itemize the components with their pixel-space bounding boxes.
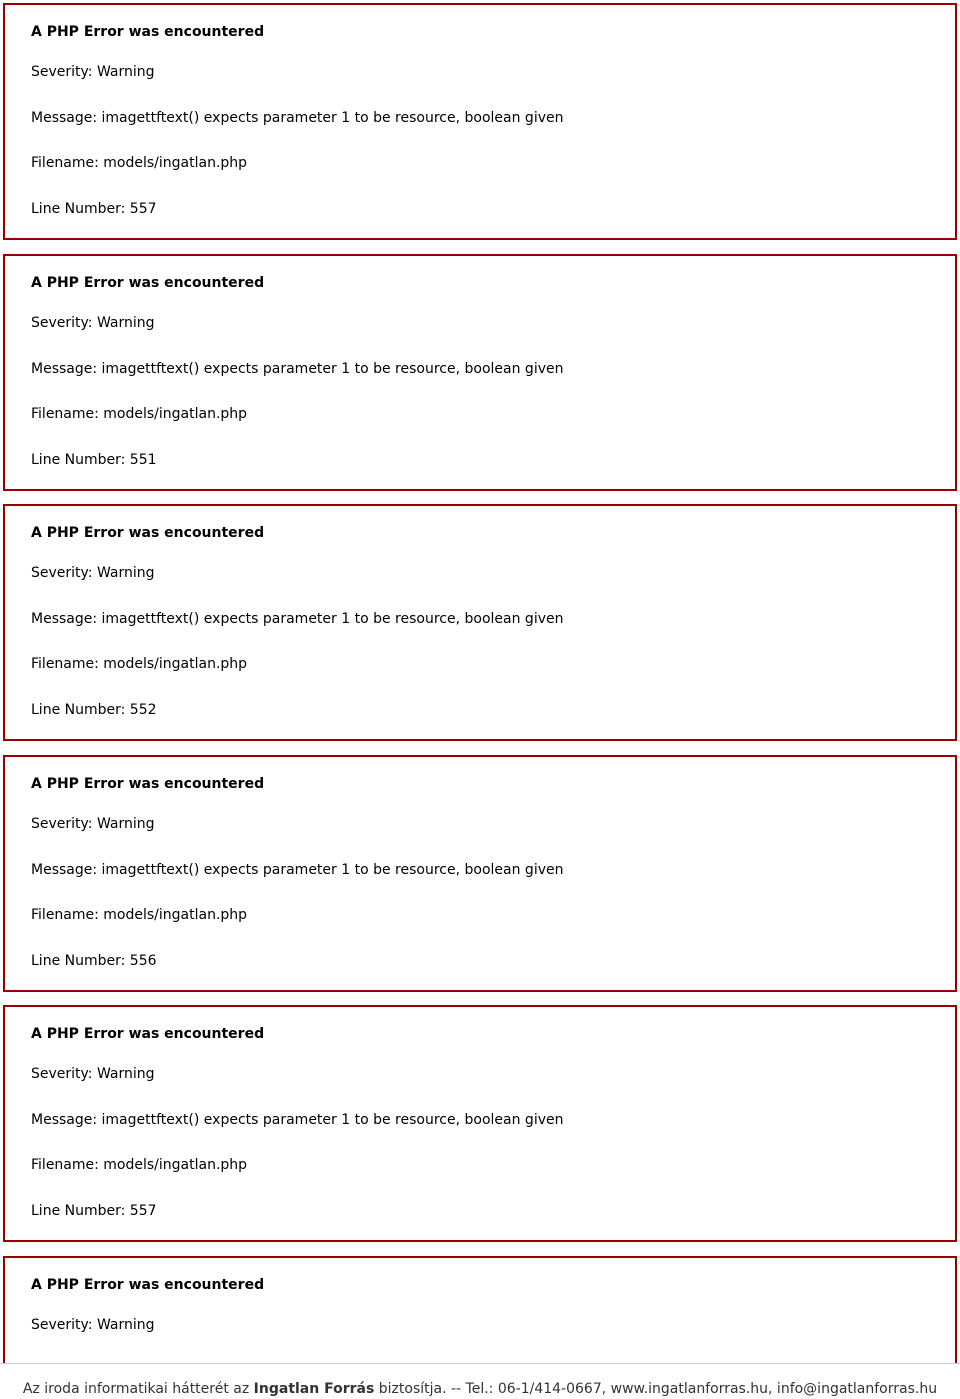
error-line-number: Line Number: 551 xyxy=(31,451,157,468)
php-error-box xyxy=(3,1005,957,1242)
error-message: Message: imagettftext() expects parameter 1 to be resource, boolean given xyxy=(31,611,564,627)
error-message: Message: imagettftext() expects parameter 1 to be resource, boolean given xyxy=(31,360,564,377)
error-line-number: Line Number: 556 xyxy=(31,952,157,969)
error-heading: A PHP Error was encountered xyxy=(31,1276,265,1293)
footer-brand: Ingatlan Forrás xyxy=(253,1381,375,1397)
php-error-box xyxy=(3,254,957,491)
error-filename: Filename: models/ingatlan.php xyxy=(31,405,248,422)
footer-contact: biztosítja. -- Tel.: 06-1/414-0667, www.ingatlanforras.hu, info@ingatlanforras.hu xyxy=(374,1381,938,1397)
error-heading: A PHP Error was encountered xyxy=(31,775,265,792)
error-heading: A PHP Error was encountered xyxy=(31,24,265,40)
error-filename: Filename: models/ingatlan.php xyxy=(31,1157,248,1173)
error-filename: Filename: models/ingatlan.php xyxy=(31,656,248,672)
php-error-box xyxy=(3,3,957,240)
error-heading: A PHP Error was encountered xyxy=(31,274,265,291)
error-filename: Filename: models/ingatlan.php xyxy=(31,155,248,171)
error-line-number: Line Number: 552 xyxy=(31,702,157,718)
error-message: Message: imagettftext() expects parameter 1 to be resource, boolean given xyxy=(31,861,564,878)
error-line-number: Line Number: 557 xyxy=(31,201,157,217)
error-message: Message: imagettftext() expects parameter 1 to be resource, boolean given xyxy=(31,110,564,126)
error-heading: A PHP Error was encountered xyxy=(31,525,265,541)
error-list xyxy=(3,3,957,1379)
php-error-box xyxy=(3,755,957,992)
error-severity: Severity: Warning xyxy=(31,314,155,331)
error-filename: Filename: models/ingatlan.php xyxy=(31,906,248,923)
php-error-box xyxy=(3,1256,957,1366)
page-footer xyxy=(0,1363,960,1398)
error-severity: Severity: Warning xyxy=(31,1066,155,1082)
error-message: Message: imagettftext() expects parameter 1 to be resource, boolean given xyxy=(31,1112,564,1128)
error-severity: Severity: Warning xyxy=(31,1316,155,1333)
footer-prefix: Az iroda informatikai hátterét az xyxy=(22,1381,254,1397)
error-heading: A PHP Error was encountered xyxy=(31,1026,265,1042)
error-severity: Severity: Warning xyxy=(31,565,155,581)
error-severity: Severity: Warning xyxy=(31,64,155,80)
php-error-box xyxy=(3,504,957,741)
error-line-number: Line Number: 557 xyxy=(31,1203,157,1219)
error-severity: Severity: Warning xyxy=(31,815,155,832)
